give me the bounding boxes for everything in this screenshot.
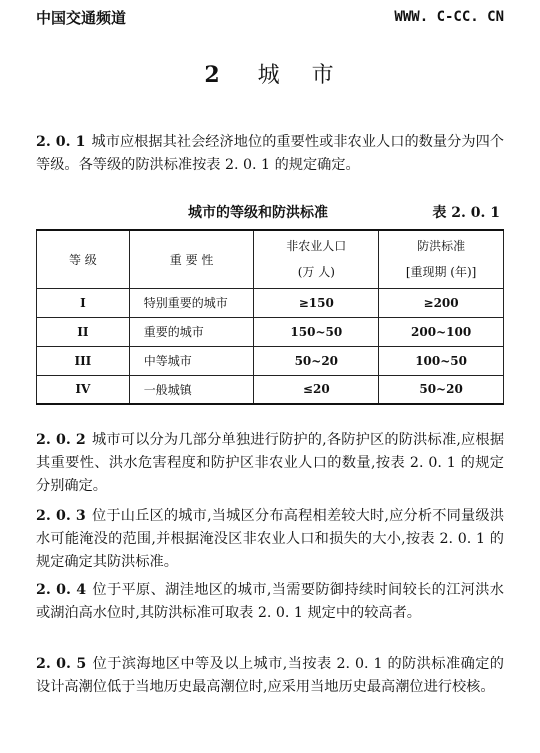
cell-grade: I: [37, 288, 130, 317]
header-site-url: WWW. C-CC. CN: [394, 9, 504, 25]
flood-standard-table: [36, 229, 504, 405]
header-standard-line-2: [重现期 (年)]: [405, 265, 477, 280]
cell-population: ≤20: [254, 375, 379, 404]
header-standard: [379, 230, 504, 288]
clause-number: 2. 0. 5: [36, 656, 87, 672]
table-caption: [36, 202, 504, 224]
chapter-number: 2: [204, 62, 222, 88]
cell-importance: 一般城镇: [129, 375, 254, 404]
table-title: 城市的等级和防洪标准: [188, 205, 328, 221]
cell-population: ≥150: [254, 288, 379, 317]
clause-number: 2. 0. 3: [36, 508, 86, 524]
clause-2-0-5: [36, 653, 504, 699]
clause-2-0-1: [36, 131, 504, 177]
cell-standard: 100~50: [379, 346, 504, 375]
clause-text: 位于山丘区的城市,当城区分布高程相差较大时,应分析不同量级洪水可能淹没的范围,并根据淹没区非农业人口和损失的大小,按表 2. 0. 1 的规定确定其防洪标准。: [36, 508, 505, 570]
table-number: 表 2. 0. 1: [432, 205, 500, 221]
table-row: [37, 317, 504, 346]
header-site-name: 中国交通频道: [36, 8, 127, 27]
cell-grade: III: [37, 346, 130, 375]
clause-2-0-2: [36, 429, 504, 498]
cell-grade: II: [37, 317, 130, 346]
cell-standard: 200~100: [379, 317, 504, 346]
clause-text: 城市应根据其社会经济地位的重要性或非农业人口的数量分为四个等级。各等级的防洪标准按表 2. 0. 1 的规定确定。: [36, 134, 504, 173]
table-header-row: [37, 230, 504, 288]
chapter-title-char-1: 城: [257, 63, 282, 88]
clause-text: 城市可以分为几部分单独进行防护的,各防护区的防洪标准,应根据其重要性、洪水危害程度和防护区非农业人口的数量,按表 2. 0. 1 的规定分别确定。: [36, 432, 505, 494]
cell-importance: 特别重要的城市: [129, 288, 254, 317]
clause-number: 2. 0. 2: [36, 432, 86, 448]
clause-number: 2. 0. 4: [36, 582, 87, 598]
header-population: [254, 230, 379, 288]
header-population-line-1: 非农业人口: [286, 239, 347, 254]
cell-standard: 50~20: [379, 375, 504, 404]
cell-population: 150~50: [254, 317, 379, 346]
header-population-line-2: (万 人): [297, 265, 335, 280]
page-header: [36, 4, 504, 30]
table-row: [37, 288, 504, 317]
table-row: [37, 346, 504, 375]
clause-2-0-3: [36, 505, 504, 574]
cell-importance: 重要的城市: [129, 317, 254, 346]
header-standard-line-1: 防洪标准: [417, 239, 466, 254]
cell-standard: ≥200: [379, 288, 504, 317]
clause-2-0-4: [36, 579, 504, 625]
header-importance: 重 要 性: [129, 230, 254, 288]
chapter-title-char-2: 市: [311, 63, 336, 88]
table-row: [37, 375, 504, 404]
cell-population: 50~20: [254, 346, 379, 375]
clause-number: 2. 0. 1: [36, 134, 86, 150]
header-grade: 等 级: [37, 230, 130, 288]
clause-text: 位于滨海地区中等及以上城市,当按表 2. 0. 1 的防洪标准确定的设计高潮位低于当地历史最高潮位时,应采用当地历史最高潮位进行校核。: [36, 656, 504, 695]
clause-text: 位于平原、湖洼地区的城市,当需要防御持续时间较长的江河洪水或湖泊高水位时,其防洪标准可取表 2. 0. 1 规定中的较高者。: [36, 582, 504, 621]
cell-importance: 中等城市: [129, 346, 254, 375]
page-footer: [36, 735, 504, 749]
chapter-heading: [0, 58, 540, 89]
cell-grade: IV: [37, 375, 130, 404]
